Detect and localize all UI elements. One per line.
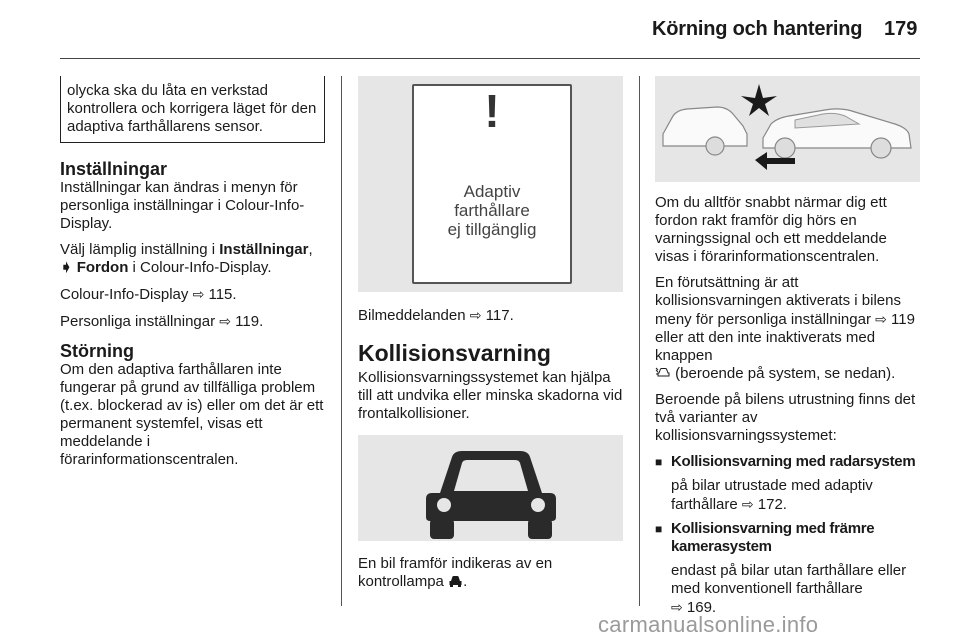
fault-paragraph: Om den adaptiva farthållaren inte fungerar på grund av tillfälliga problem (t.ex. blockerad av is) eller om det är ett permanent systemfel, visas ett meddelande i förarinformationscentralen.	[60, 361, 324, 468]
settings-path-paragraph: Välj lämplig inställning i Inställningar, ➧ Fordon i Colour-Info-Display.	[60, 241, 313, 276]
cross-reference[interactable]: Colour-Info-Display ⇨ 115.	[60, 286, 237, 303]
column-divider-right	[639, 76, 640, 606]
activation-paragraph: En förutsättning är att kollisionsvarningen aktiverats i bilens meny för personliga inställningar ⇨ 119 eller att den inte inaktiverats med knappen (beroende på system, se nedan).	[655, 274, 915, 382]
page-reference-icon: ⇨	[219, 313, 231, 329]
continued-warning-box	[60, 76, 325, 143]
menu-path-fordon: ➧ Fordon	[60, 259, 129, 276]
page-number: 179	[884, 18, 918, 40]
collision-illustration	[655, 76, 920, 182]
page-reference-icon: ⇨	[192, 286, 205, 302]
vehicle-ahead-icon-illustration	[358, 435, 623, 541]
page-reference-icon: ⇨	[875, 311, 887, 327]
car-front-icon	[358, 435, 623, 541]
display-panel	[412, 84, 572, 284]
page-reference-icon: ⇨	[671, 599, 683, 615]
collision-cars-icon	[655, 76, 920, 182]
warning-display-illustration	[358, 76, 623, 292]
exclamation-icon: !	[484, 85, 500, 137]
settings-heading: Inställningar	[60, 159, 168, 179]
watermark: carmanualsonline.info	[598, 612, 819, 637]
cross-reference[interactable]: Personliga inställningar ⇨ 119.	[60, 313, 264, 330]
fault-heading: Störning	[60, 341, 134, 361]
page-reference-icon: ⇨	[469, 307, 482, 323]
approach-paragraph: Om du alltför snabbt närmar dig ett fordon rakt framför dig hörs en varningssignal och ett meddelande visas i förarinformationscentralen.	[655, 194, 887, 265]
indicator-paragraph: En bil framför indikeras av en kontrollampa .	[358, 555, 553, 590]
display-message: Adaptiv farthållare ej tillgänglig	[447, 182, 537, 239]
collision-alert-button-icon	[655, 366, 671, 379]
impact-star-icon	[741, 84, 777, 116]
warning-box-text: olycka ska du låta en verkstad kontrollera och korrigera läget för den adaptiva farthållarens sensor.	[67, 82, 317, 135]
column-1	[60, 76, 325, 477]
column-3	[655, 76, 920, 623]
variants-paragraph: Beroende på bilens utrustning finns det två varianter av kollisionsvarningssystemet:	[655, 391, 916, 444]
vehicle-indicator-icon	[448, 575, 463, 587]
page-reference-icon: ⇨	[741, 496, 754, 512]
collision-heading: Kollisionsvarning	[358, 340, 551, 366]
cross-reference[interactable]: Bilmeddelanden ⇨ 117.	[358, 307, 514, 324]
settings-paragraph: Inställningar kan ändras i menyn för personliga inställningar i Colour-Info-Display.	[60, 179, 305, 232]
column-divider-left	[341, 76, 342, 606]
list-item: ■ Kollisionsvarning med främre kamerasystem endast på bilar utan farthållare eller med konventionell farthållare ⇨ 169.	[655, 520, 920, 617]
page-header-title: Körning och hantering	[652, 18, 863, 40]
column-2	[358, 76, 623, 599]
collision-paragraph: Kollisionsvarningssystemet kan hjälpa till att undvika eller minska skadorna vid frontalkollisioner.	[358, 369, 623, 422]
header-rule	[60, 58, 920, 59]
list-item: ■ Kollisionsvarning med radarsystem på bilar utrustade med adaptiv farthållare ⇨ 172.	[655, 453, 920, 514]
